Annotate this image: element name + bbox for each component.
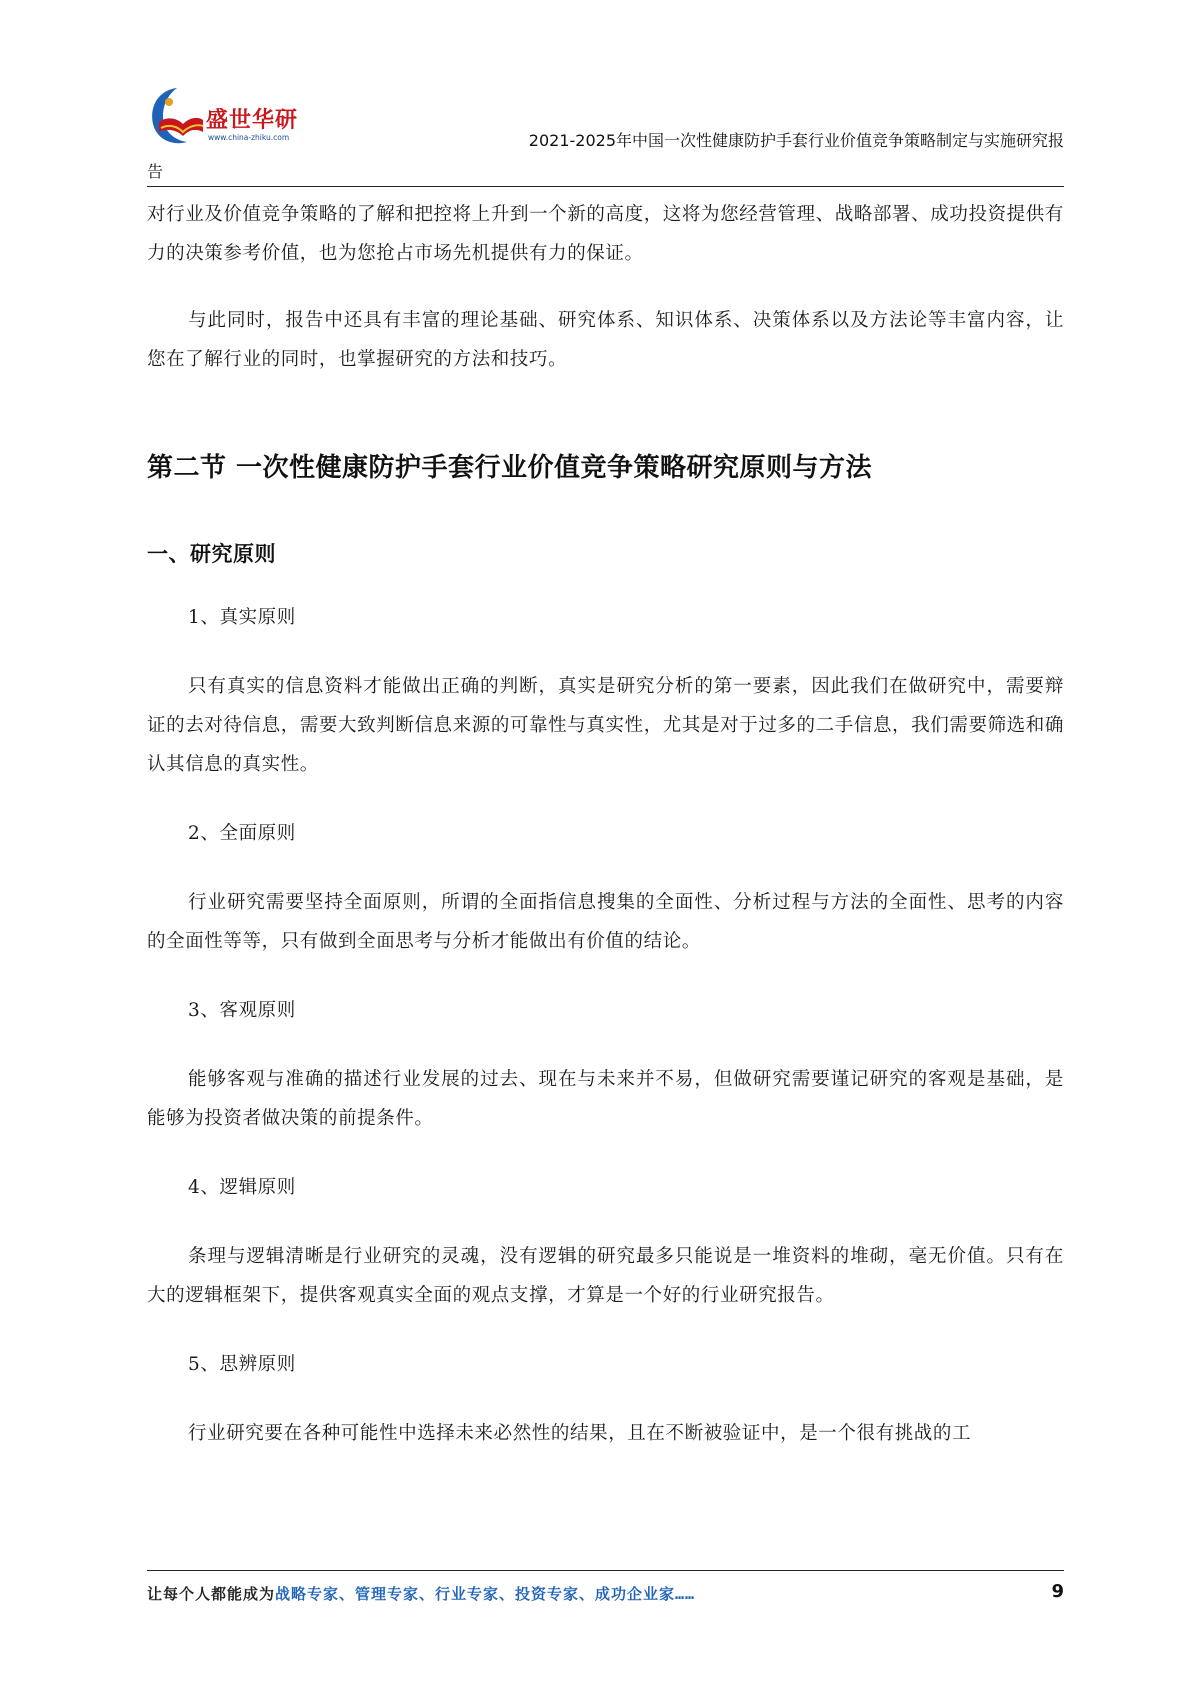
- report-title: 2021-2025年中国一次性健康防护手套行业价值竞争策略制定与实施研究报: [528, 131, 1064, 150]
- principle-title: 3、客观原则: [188, 1000, 296, 1021]
- footer-divider: [147, 1570, 1064, 1571]
- principle-title: 4、逻辑原则: [188, 1177, 296, 1198]
- page-content: [147, 195, 1064, 1453]
- principle-text: 条理与逻辑清晰是行业研究的灵魂，没有逻辑的研究最多只能说是一堆资料的堆砌，毫无价值。只有在大的逻辑框架下，提供客观真实全面的观点支撑，才算是一个好的行业研究报告。: [147, 1246, 1064, 1306]
- header-divider: [147, 186, 1064, 187]
- page-footer: [147, 1583, 1064, 1613]
- section-title: 第二节 一次性健康防护手套行业价值竞争策略研究原则与方法: [147, 453, 873, 483]
- page-number: 9: [1051, 1581, 1064, 1602]
- principle-text: 只有真实的信息资料才能做出正确的判断，真实是研究分析的第一要素，因此我们在做研究中，需要辩证的去对待信息，需要大致判断信息来源的可靠性与真实性，尤其是对于过多的二手信息，我们需要筛选和确认其信息的真实性。: [147, 676, 1064, 775]
- intro-paragraph-1: 对行业及价值竞争策略的了解和把控将上升到一个新的高度，这将为您经营管理、战略部署、成功投资提供有力的决策参考价值，也为您抢占市场先机提供有力的保证。: [147, 204, 1064, 264]
- intro-paragraph-2: 与此同时，报告中还具有丰富的理论基础、研究体系、知识体系、决策体系以及方法论等丰富内容，让您在了解行业的同时，也掌握研究的方法和技巧。: [147, 310, 1064, 370]
- logo-name: 盛世华研: [206, 108, 299, 133]
- principle-title: 1、真实原则: [188, 607, 296, 628]
- subsection-title: 一、研究原则: [147, 542, 276, 566]
- logo-url: www.china-zhiku.com: [208, 133, 290, 142]
- footer-slogan-roles: 战略专家、管理专家、行业专家、投资专家、成功企业家……: [275, 1585, 696, 1603]
- principle-text: 行业研究需要坚持全面原则，所谓的全面指信息搜集的全面性、分析过程与方法的全面性、思考的内容的全面性等等，只有做到全面思考与分析才能做出有价值的结论。: [147, 892, 1064, 952]
- principle-text: 行业研究要在各种可能性中选择未来必然性的结果，且在不断被验证中，是一个很有挑战的工: [188, 1423, 972, 1444]
- report-title-wrap: 告: [147, 162, 164, 181]
- principle-text: 能够客观与准确的描述行业发展的过去、现在与未来并不易，但做研究需要谨记研究的客观是基础，是能够为投资者做决策的前提条件。: [147, 1069, 1064, 1129]
- page-header: [147, 82, 1064, 192]
- principle-title: 5、思辨原则: [188, 1354, 296, 1375]
- footer-slogan-lead: 让每个人都能成为: [147, 1585, 276, 1603]
- footer-slogan: [147, 1583, 695, 1604]
- principle-title: 2、全面原则: [188, 823, 296, 844]
